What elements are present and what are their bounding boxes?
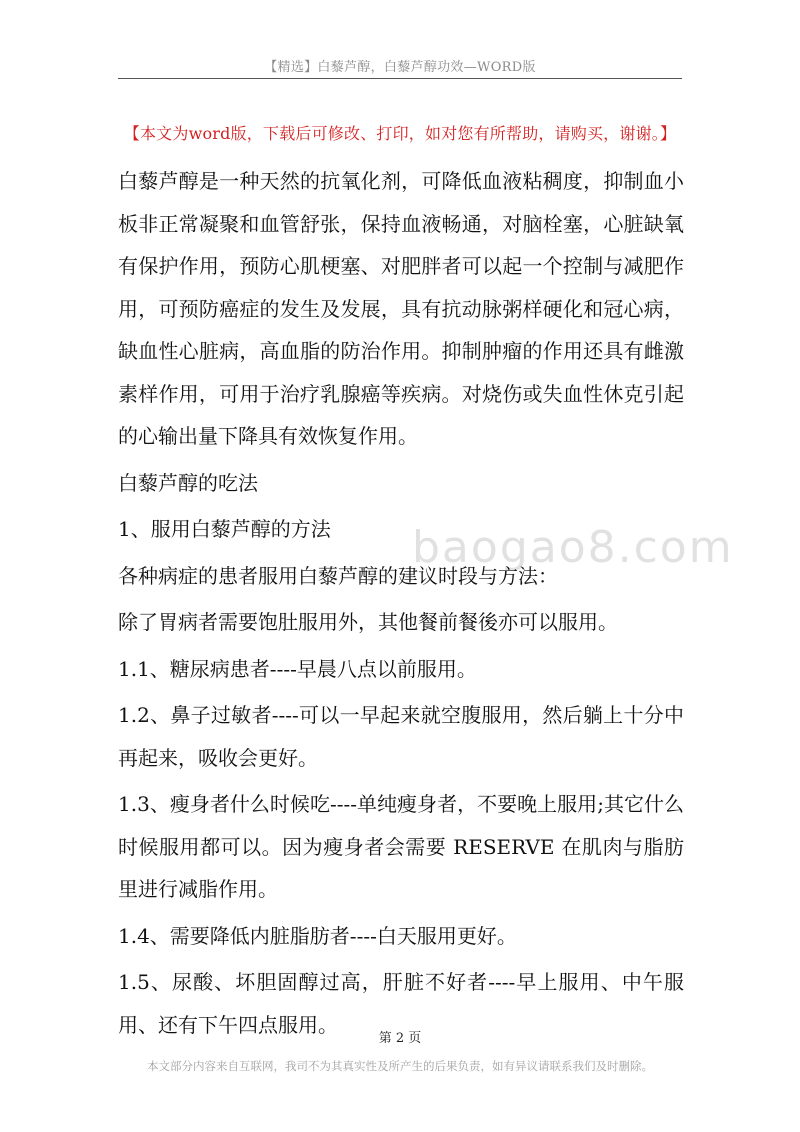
paragraph-timing: 除了胃病者需要饱肚服用外，其他餐前餐後亦可以服用。 [118, 610, 618, 634]
list-item-diabetes: 1.1、糖尿病患者----早晨八点以前服用。 [118, 656, 477, 681]
page-number: 第 2 页 [378, 1031, 422, 1046]
watermark: baogao8.com [412, 522, 734, 573]
subheading-method: 1、服用白藜芦醇的方法 [118, 517, 331, 541]
list-item-uric-acid: 1.5、尿酸、坏胆固醇过高，肝脏不好者----早上服用、中午服用、还有下午四点服用。 [118, 970, 684, 1037]
list-item-weight-loss: 1.3、瘦身者什么时候吃----单纯瘦身者，不要晚上服用;其它什么时候服用都可以。因为瘦身者会需要 RESERVE 在肌肉与脂肪里进行减脂作用。 [118, 792, 684, 901]
edit-notice: 【本文为word版，下载后可修改、打印，如对您有所帮助，请购买，谢谢。】 [123, 124, 677, 143]
footer-disclaimer: 本文部分内容来自互联网，我司不为其真实性及所产生的后果负责，如有异议请联系我们及时删除。 [147, 1059, 653, 1073]
section-heading-usage: 白藜芦醇的吃法 [118, 470, 258, 495]
paragraph-recommendation: 各种病症的患者服用白藜芦醇的建议时段与方法： [118, 563, 558, 588]
page-header: 【精选】白藜芦醇，白藜芦醇功效—WORD版 [264, 60, 536, 75]
document-body [118, 160, 684, 1050]
list-item-allergy: 1.2、鼻子过敏者----可以一早起来就空腹服用，然后躺上十分中再起来，吸收会更好。 [118, 703, 684, 770]
list-item-visceral-fat: 1.4、需要降低内脏脂肪者----白天服用更好。 [118, 923, 517, 948]
header-rule [118, 78, 682, 79]
paragraph-intro: 白藜芦醇是一种天然的抗氧化剂，可降低血液粘稠度，抑制血小板非正常凝聚和血管舒张，保持血液畅通，对脑栓塞，心脏缺氧有保护作用，预防心肌梗塞、对肥胖者可以起一个控制与减肥作用，可预防癌症的发生及发展，具有抗动脉粥样硬化和冠心病，缺血性心脏病，高血脂的防治作用。抑制肿瘤的作用还具有雌激素样作用，可用于治疗乳腺癌等疾病。对烧伤或失血性休克引起的心输出量下降具有效恢复作用。 [118, 169, 684, 448]
